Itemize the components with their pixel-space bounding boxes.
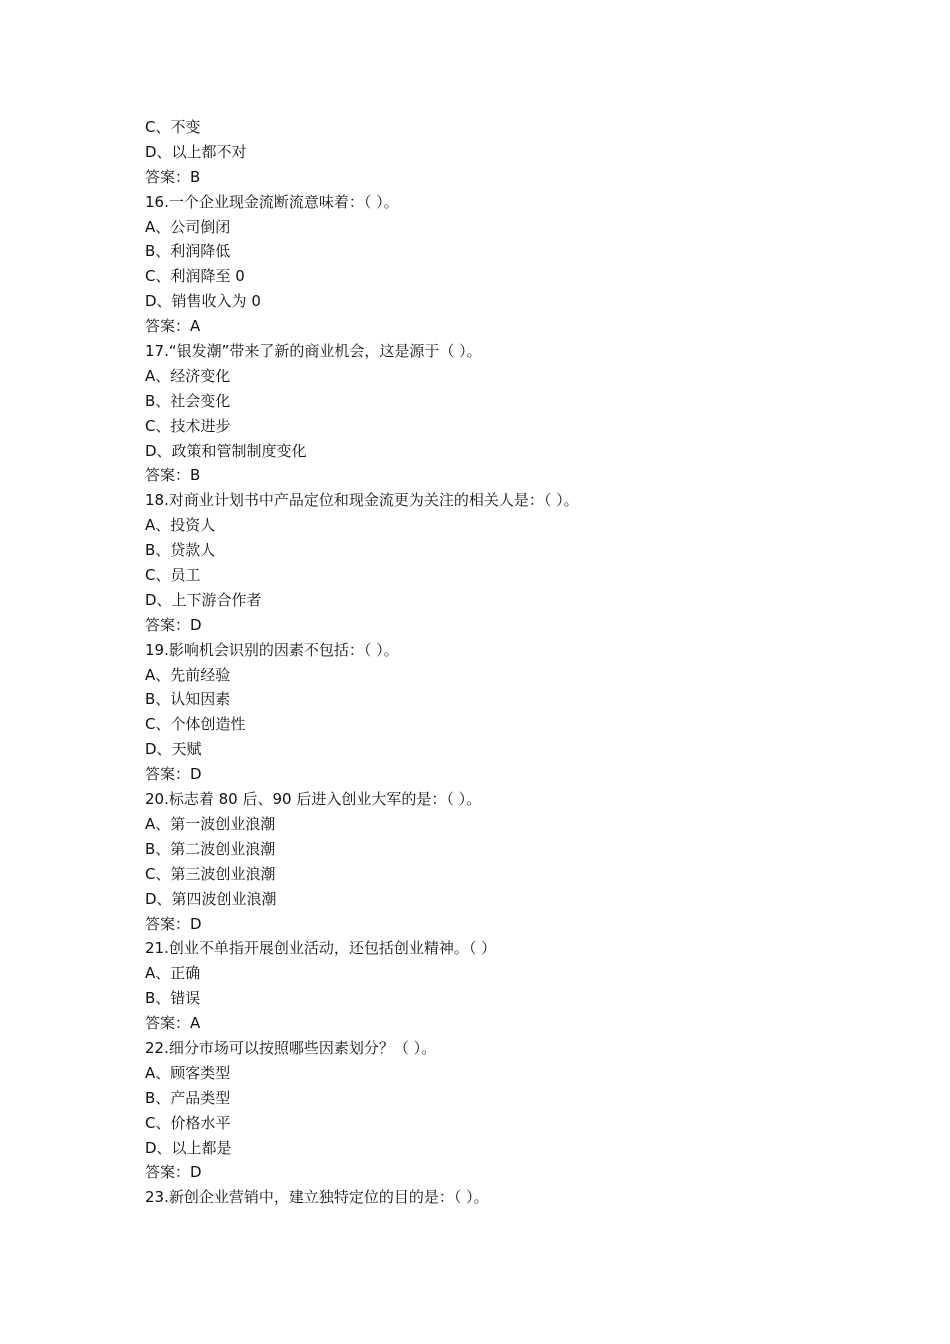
quiz-content — [145, 115, 845, 1210]
question-text: 16.一个企业现金流断流意味着：（ ）。 — [145, 192, 399, 211]
option-text: C、第三波创业浪潮 — [145, 864, 276, 883]
answer-text: 答案：D — [145, 615, 202, 634]
option-text: D、销售收入为 0 — [145, 292, 261, 311]
option-text: B、错误 — [145, 989, 201, 1008]
question-text: 22.细分市场可以按照哪些因素划分？（ ）。 — [145, 1038, 437, 1057]
option-text: B、贷款人 — [145, 541, 216, 560]
option-text: B、利润降低 — [145, 242, 231, 261]
option-text: B、第二波创业浪潮 — [145, 839, 276, 858]
answer-text: 答案：D — [145, 1163, 202, 1182]
question-text: 21.创业不单指开展创业活动，还包括创业精神。（ ） — [145, 939, 497, 958]
answer-text: 答案：D — [145, 765, 202, 784]
option-text: D、天赋 — [145, 740, 202, 759]
answer-text: 答案：D — [145, 914, 202, 933]
option-text: D、以上都不对 — [145, 142, 247, 161]
option-text: D、以上都是 — [145, 1138, 232, 1157]
option-text: C、价格水平 — [145, 1113, 231, 1132]
option-text: C、利润降至 0 — [145, 267, 245, 286]
option-text: B、认知因素 — [145, 690, 231, 709]
option-text: C、不变 — [145, 118, 201, 136]
option-text: C、技术进步 — [145, 416, 231, 435]
option-text: D、政策和管制制度变化 — [145, 441, 307, 460]
question-text: 23.新创企业营销中，建立独特定位的目的是：（ ）。 — [145, 1188, 489, 1207]
answer-text: 答案：B — [145, 167, 201, 186]
option-text: A、先前经验 — [145, 665, 231, 684]
option-text: B、社会变化 — [145, 391, 231, 410]
option-text: A、经济变化 — [145, 366, 231, 385]
question-text: 17.“银发潮”带来了新的商业机会，这是源于（ ）。 — [145, 342, 482, 361]
answer-text: 答案：B — [145, 466, 201, 485]
option-text: A、正确 — [145, 964, 201, 983]
option-text: D、第四波创业浪潮 — [145, 889, 277, 908]
option-text: C、个体创造性 — [145, 715, 246, 734]
option-text: C、员工 — [145, 566, 201, 585]
option-text: A、投资人 — [145, 516, 216, 535]
answer-text: 答案：A — [145, 1014, 201, 1033]
question-text: 19.影响机会识别的因素不包括：（ ）。 — [145, 640, 399, 659]
question-text: 20.标志着 80 后、90 后进入创业大军的是：（ ）。 — [145, 790, 482, 809]
option-text: D、上下游合作者 — [145, 590, 262, 609]
option-text: A、顾客类型 — [145, 1063, 231, 1082]
option-text: A、公司倒闭 — [145, 217, 231, 236]
option-text: A、第一波创业浪潮 — [145, 814, 276, 833]
question-text: 18.对商业计划书中产品定位和现金流更为关注的相关人是：（ ）。 — [145, 491, 579, 510]
answer-text: 答案：A — [145, 317, 201, 336]
option-text: B、产品类型 — [145, 1088, 231, 1107]
